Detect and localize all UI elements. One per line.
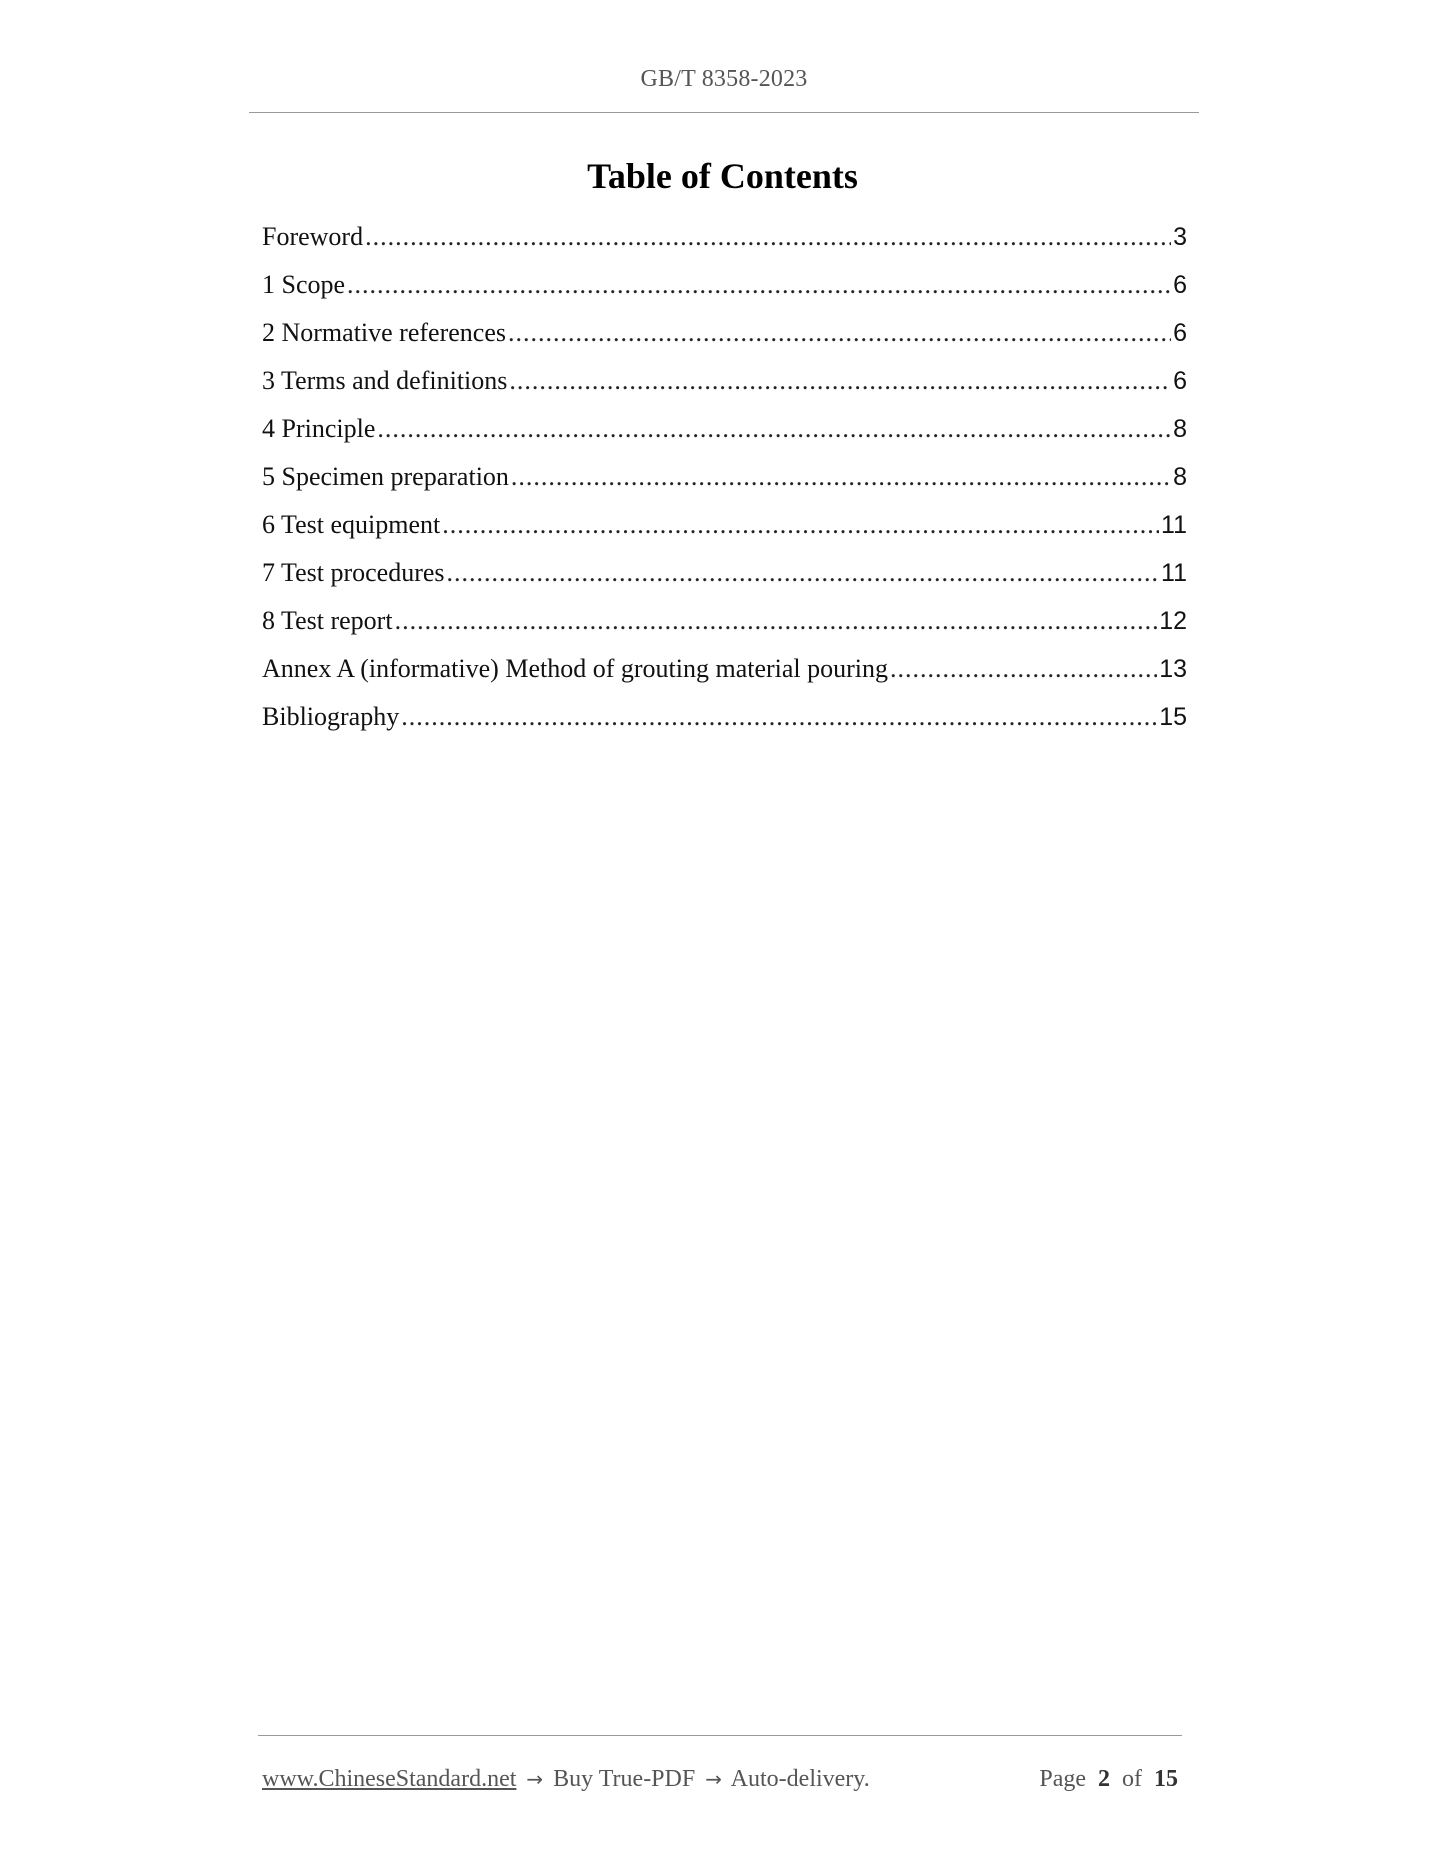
toc-entry-test-procedures[interactable] — [262, 558, 1187, 606]
toc-entry-specimen-preparation[interactable] — [262, 462, 1187, 510]
toc-entry-page: 6 — [1173, 319, 1187, 347]
toc-entry-page: 12 — [1159, 607, 1187, 635]
toc-leader-dots — [509, 366, 1171, 396]
page-footer — [258, 1735, 1182, 1792]
toc-leader-dots — [511, 462, 1171, 492]
toc-entry-page: 8 — [1173, 415, 1187, 443]
toc-entry-label: Annex A (informative) Method of grouting material pouring — [262, 654, 889, 683]
toc-entry-page: 6 — [1173, 367, 1187, 395]
toc-entry-scope[interactable] — [262, 270, 1187, 318]
toc-list — [262, 222, 1187, 750]
toc-entry-page: 11 — [1161, 559, 1187, 587]
toc-entry-label: 8 Test report — [262, 606, 393, 635]
toc-leader-dots — [447, 558, 1160, 588]
of-word: of — [1122, 1766, 1142, 1792]
toc-leader-dots — [377, 414, 1171, 444]
toc-entry-page: 8 — [1173, 463, 1187, 491]
total-pages: 15 — [1154, 1766, 1178, 1792]
toc-entry-label: 6 Test equipment — [262, 510, 441, 539]
arrow-right-icon: → — [705, 1767, 722, 1791]
toc-entry-label: 3 Terms and definitions — [262, 366, 508, 395]
website-link[interactable]: www.ChineseStandard.net — [262, 1766, 517, 1792]
toc-entry-foreword[interactable] — [262, 222, 1187, 270]
toc-entry-label: 1 Scope — [262, 270, 346, 299]
toc-leader-dots — [347, 270, 1171, 300]
toc-leader-dots — [395, 606, 1158, 636]
toc-entry-test-report[interactable] — [262, 606, 1187, 654]
footer-promo — [262, 1766, 870, 1793]
toc-leader-dots — [442, 510, 1159, 540]
toc-entry-terms-and-definitions[interactable] — [262, 366, 1187, 414]
document-id: GB/T 8358-2023 — [640, 66, 808, 92]
toc-entry-normative-references[interactable] — [262, 318, 1187, 366]
toc-entry-page: 11 — [1161, 511, 1187, 539]
toc-entry-label: 7 Test procedures — [262, 558, 445, 587]
toc-entry-label: Foreword — [262, 222, 364, 251]
toc-entry-annex-a[interactable] — [262, 654, 1187, 702]
toc-entry-test-equipment[interactable] — [262, 510, 1187, 558]
toc-entry-principle[interactable] — [262, 414, 1187, 462]
footer-step-buy: Buy True-PDF — [553, 1766, 696, 1792]
toc-leader-dots — [508, 318, 1171, 348]
toc-entry-label: 5 Specimen preparation — [262, 462, 509, 491]
toc-entry-page: 6 — [1173, 271, 1187, 299]
page-number — [1039, 1766, 1178, 1793]
toc-leader-dots — [365, 222, 1171, 252]
toc-entry-label: Bibliography — [262, 702, 400, 731]
toc-entry-page: 13 — [1159, 655, 1187, 683]
toc-entry-label: 4 Principle — [262, 414, 376, 443]
current-page: 2 — [1098, 1766, 1110, 1792]
toc-leader-dots — [890, 654, 1157, 684]
toc-entry-page: 3 — [1173, 223, 1187, 251]
toc-title: Table of Contents — [587, 156, 858, 196]
arrow-right-icon: → — [526, 1767, 544, 1791]
footer-step-delivery: Auto-delivery. — [730, 1766, 870, 1792]
toc-leader-dots — [401, 702, 1157, 732]
page-word: Page — [1039, 1766, 1086, 1792]
toc-entry-label: 2 Normative references — [262, 318, 506, 347]
page-header — [249, 0, 1199, 113]
toc-entry-bibliography[interactable] — [262, 702, 1187, 750]
toc-entry-page: 15 — [1159, 703, 1187, 731]
